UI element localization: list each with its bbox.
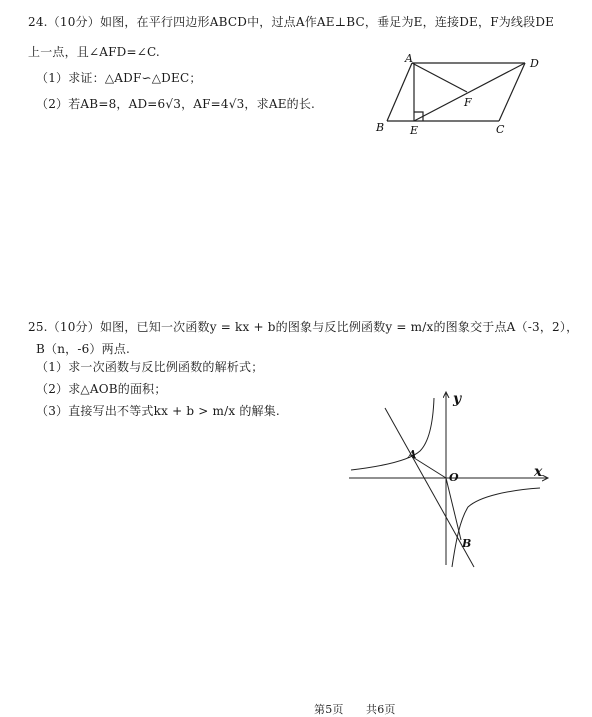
label-y-axis: y: [453, 391, 462, 407]
label-F-q24: F: [464, 96, 472, 109]
label-B-q25: B: [462, 537, 472, 550]
label-A-q25: A: [408, 448, 417, 461]
q24-stem-line1: 24.（10分）如图，在平行四边形ABCD中，过点A作AE⊥BC，垂足为E，连接DE，F为线段DE: [28, 15, 555, 29]
q24-stem-line2: 上一点，且∠AFD=∠C.: [28, 45, 160, 59]
label-B-q24: B: [376, 121, 385, 134]
label-x-axis: x: [534, 464, 543, 480]
label-O-origin: O: [449, 471, 459, 484]
q25-stem-line2: B（n，-6）两点.: [36, 342, 131, 356]
q25-stem-line1: 25.（10分）如图，已知一次函数y = kx + b的图象与反比例函数y = m/x的图象交于点A（-3，2），: [28, 320, 579, 334]
q25-part1: （1）求一次函数与反比例函数的解析式；: [36, 360, 264, 374]
q24-part2: （2）若AB=8，AD=6√3，AF=4√3，求AE的长.: [36, 97, 316, 111]
label-E-q24: E: [410, 124, 419, 137]
footer-total-pages: 共6页: [366, 703, 396, 716]
label-C-q24: C: [496, 123, 505, 136]
q25-part3: （3）直接写出不等式kx + b > m/x 的解集.: [36, 404, 280, 418]
footer-page-number: 第5页: [314, 703, 344, 716]
label-A-q24: A: [405, 52, 413, 65]
q25-part2: （2）求△AOB的面积；: [36, 382, 167, 396]
label-D-q24: D: [530, 57, 539, 70]
q24-part1: （1）求证：△ADF∽△DEC；: [36, 71, 202, 85]
